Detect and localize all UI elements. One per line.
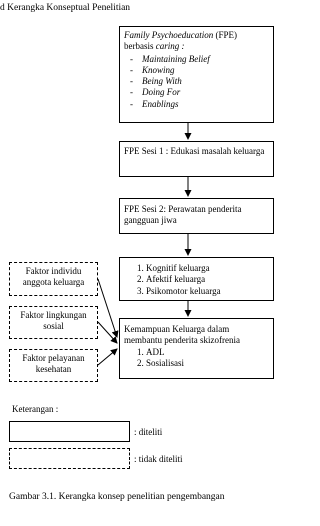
ability-item: 2. Sosialisasi (146, 358, 269, 369)
caring-item: - Being With (124, 76, 269, 87)
figure-caption: Gambar 3.1. Kerangka konsep penelitian pengembangan (9, 492, 225, 502)
legend-dashed-swatch (9, 448, 130, 469)
factor-social-text: Faktor lingkungan sosial (20, 310, 87, 332)
factor-health-service-text: Faktor pelayanan kesehatan (22, 353, 85, 375)
arrow-factor-social (98, 322, 117, 343)
domain-item: 2. Afektif keluarga (146, 274, 269, 285)
arrow-factor-individual (98, 279, 117, 337)
ability-text: Kemampuan Keluarga dalam membantu penderita skizofrenia (124, 324, 240, 346)
fpe-subtitle-prefix: berbasis (124, 41, 156, 52)
fpe-title-italic: Family Psychoeducation (124, 30, 214, 40)
legend-dashed-label: : tidak diteliti (134, 454, 183, 464)
domain-item: 1. Kognitif keluarga (146, 263, 269, 274)
legend-solid-swatch (9, 421, 130, 442)
factor-individual-text: Faktor individu anggota keluarga (22, 266, 85, 288)
caring-item: - Enablings (124, 99, 269, 110)
fpe-title-suffix: (FPE) (215, 30, 237, 40)
domain-item: 3. Psikomotor keluarga (146, 286, 269, 297)
caring-item: - Doing For (124, 87, 269, 98)
caring-item: - Knowing (124, 65, 269, 76)
caring-item: - Maintaining Belief (124, 54, 269, 65)
arrow-factor-health-service (98, 349, 117, 365)
legend-title: Keterangan : (12, 404, 59, 414)
page-heading: d Kerangka Konseptual Penelitian (0, 3, 131, 13)
legend-solid-label: : diteliti (134, 427, 163, 437)
ability-item: 1. ADL (146, 347, 269, 358)
session-2-text: FPE Sesi 2: Perawatan penderita gangguan jiwa (124, 204, 242, 226)
fpe-subtitle-italic: caring : (155, 41, 185, 52)
session-1-text: FPE Sesi 1 : Edukasi masalah keluarga (124, 146, 265, 156)
